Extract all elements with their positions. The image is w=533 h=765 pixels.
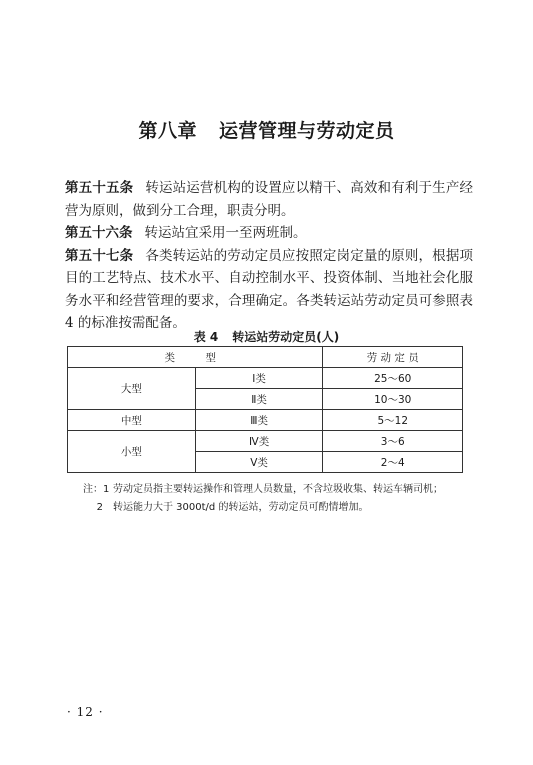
article-label: 第五十五条 bbox=[65, 180, 134, 196]
article-label: 第五十六条 bbox=[65, 225, 133, 241]
article-text: 转运站宜采用一至两班制。 bbox=[144, 225, 307, 241]
staff-cell: 10～30 bbox=[323, 389, 463, 410]
header-staff: 劳 动 定 员 bbox=[323, 347, 463, 368]
note-text: 转运能力大于 3000t/d 的转运站，劳动定员可酌情增加。 bbox=[113, 502, 369, 513]
staff-cell: 5～12 bbox=[323, 410, 463, 431]
class-cell: Ⅲ类 bbox=[195, 410, 323, 431]
table-number: 表 4 bbox=[193, 330, 219, 344]
class-cell: Ⅰ类 bbox=[195, 368, 323, 389]
staff-cell: 2～4 bbox=[323, 452, 463, 473]
note-mark: 2 bbox=[96, 502, 103, 513]
note-mark: 注：1 bbox=[83, 484, 110, 495]
article-57 bbox=[65, 245, 473, 335]
article-55 bbox=[65, 177, 473, 222]
article-block bbox=[65, 177, 473, 335]
table-header-row bbox=[68, 347, 463, 368]
note-item bbox=[83, 481, 483, 499]
article-text: 各类转运站的劳动定员应按照定岗定量的原则，根据项目的工艺特点、技术水平、自动控制水平、投资体制、当地社会化服务水平和经营管理的要求，合理确定。各类转运站劳动定员可参照表 4 的标准按需配备。 bbox=[65, 247, 474, 331]
group-cell: 中型 bbox=[68, 410, 196, 431]
table-row bbox=[68, 368, 463, 389]
staff-cell: 25～60 bbox=[323, 368, 463, 389]
chapter-number: 第八章 bbox=[138, 120, 197, 142]
class-cell: Ⅳ类 bbox=[195, 431, 323, 452]
header-type: 类 型 bbox=[68, 347, 323, 368]
article-label: 第五十七条 bbox=[65, 247, 134, 264]
note-text: 劳动定员指主要转运操作和管理人员数量，不含垃圾收集、转运车辆司机； bbox=[113, 484, 443, 495]
class-cell: Ⅴ类 bbox=[195, 452, 323, 473]
group-cell: 小型 bbox=[68, 431, 196, 473]
table-title: 转运站劳动定员(人) bbox=[232, 330, 340, 344]
chapter-heading bbox=[0, 116, 533, 143]
class-cell: Ⅱ类 bbox=[195, 389, 323, 410]
page-number: · 12 · bbox=[67, 705, 104, 719]
article-56 bbox=[65, 222, 473, 245]
group-cell: 大型 bbox=[68, 368, 196, 410]
chapter-title: 运营管理与劳动定员 bbox=[219, 120, 395, 142]
table-row bbox=[68, 431, 463, 452]
staff-cell: 3～6 bbox=[323, 431, 463, 452]
staffing-table bbox=[67, 346, 463, 473]
table-notes bbox=[83, 481, 483, 517]
table-caption bbox=[0, 328, 533, 345]
note-item bbox=[83, 499, 483, 517]
article-text: 转运站运营机构的设置应以精干、高效和有利于生产经营为原则，做到分工合理，职责分明。 bbox=[65, 180, 474, 219]
table-row bbox=[68, 410, 463, 431]
